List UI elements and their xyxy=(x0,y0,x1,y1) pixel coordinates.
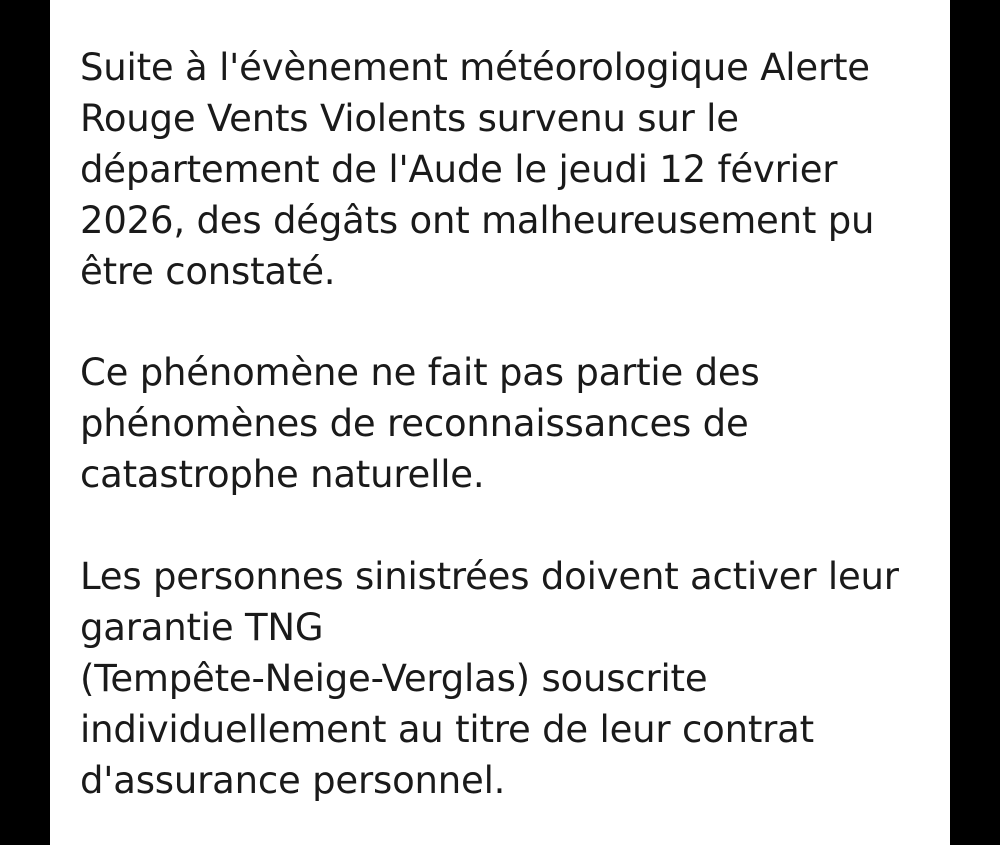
paragraph-alert-event xyxy=(80,42,940,297)
text-line: département de l'Aude le jeudi 12 février xyxy=(80,148,838,191)
text-line: d'assurance personnel. xyxy=(80,759,506,802)
document-page xyxy=(50,0,950,845)
text-line: Suite à l'évènement météorologique Alerte xyxy=(80,46,870,89)
text-line: Rouge Vents Violents survenu sur le xyxy=(80,97,739,140)
paragraph-natural-disaster xyxy=(80,347,940,500)
text-line: (Tempête-Neige-Verglas) souscrite xyxy=(80,657,708,700)
text-line: 2026, des dégâts ont malheureusement pu xyxy=(80,199,875,242)
text-line: individuellement au titre de leur contrat xyxy=(80,708,814,751)
text-line: Les personnes sinistrées doivent activer leur xyxy=(80,555,899,598)
text-line: être constaté. xyxy=(80,250,336,293)
text-line: Ce phénomène ne fait pas partie des xyxy=(80,351,760,394)
text-line: phénomènes de reconnaissances de xyxy=(80,402,749,445)
paragraph-insurance-guidance xyxy=(80,551,940,806)
text-line: garantie TNG xyxy=(80,606,324,649)
text-line: catastrophe naturelle. xyxy=(80,453,485,496)
